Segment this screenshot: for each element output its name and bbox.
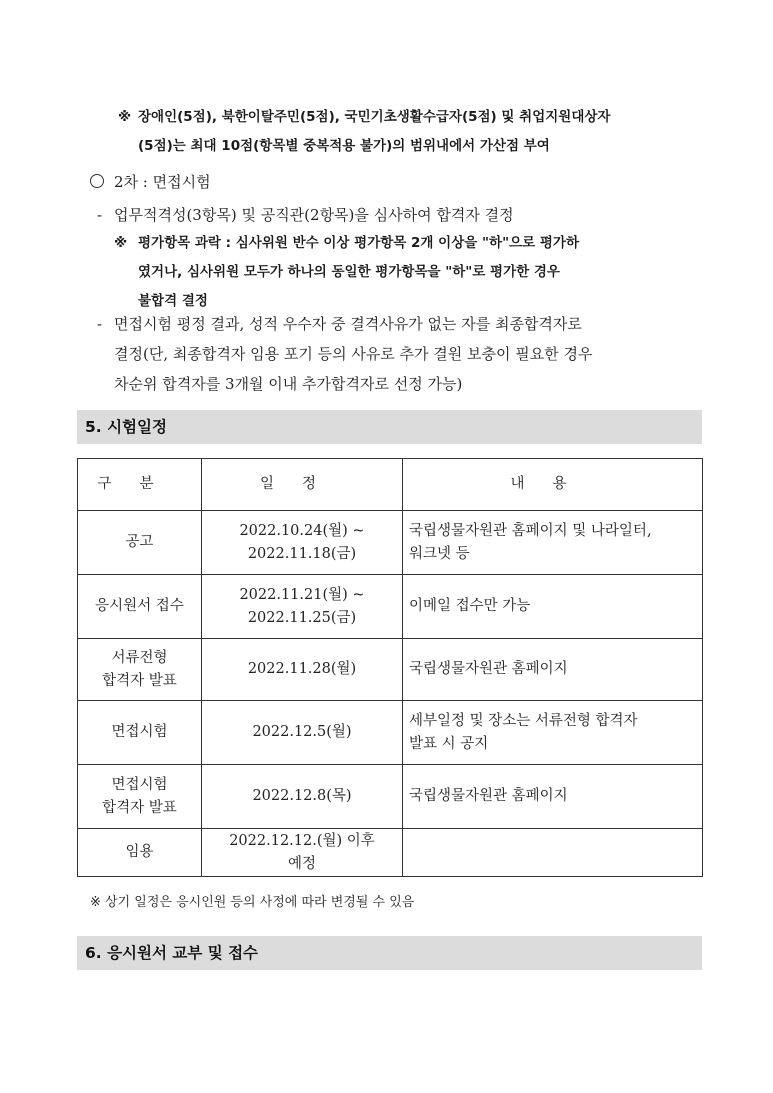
- row-content: 국립생물자원관 홈페이지 및 나라일터, 워크넷 등: [403, 511, 703, 575]
- table-row: [78, 575, 703, 639]
- evaluation-item-text: 업무적격성(3항목) 및 공직관(2항목)을 심사하여 합격자 결정: [114, 206, 514, 224]
- section-5-title: 5. 시험일정: [77, 410, 702, 444]
- row-content: 국립생물자원관 홈페이지: [403, 639, 703, 701]
- second-stage-heading: [90, 171, 211, 193]
- bonus-points-note: [118, 103, 708, 161]
- row-category: 면접시험: [78, 701, 202, 765]
- evaluation-item: [97, 200, 707, 230]
- table-row: [78, 639, 703, 701]
- row-date: 2022.11.21(월) ~ 2022.11.25(금): [202, 575, 403, 639]
- table-row: [78, 511, 703, 575]
- row-category: 응시원서 접수: [78, 575, 202, 639]
- row-content: 이메일 접수만 가능: [403, 575, 703, 639]
- bonus-line-1: 장애인(5점), 북한이탈주민(5점), 국민기초생활수급자(5점) 및 취업지원대상자: [138, 109, 611, 125]
- table-row: [78, 701, 703, 765]
- row-category: 임용: [78, 829, 202, 877]
- row-category: 공고: [78, 511, 202, 575]
- final-decision-item: [97, 309, 707, 399]
- table-row: [78, 829, 703, 877]
- dash-marker: -: [97, 315, 103, 333]
- fail-criteria-note: [114, 229, 709, 316]
- row-date: 2022.12.5(월): [202, 701, 403, 765]
- schedule-table: [77, 458, 703, 877]
- table-header-row: [78, 459, 703, 511]
- row-content: [403, 829, 703, 877]
- note-mark: ※: [118, 109, 132, 125]
- fail-line-2: 였거나, 심사위원 모두가 하나의 동일한 평가항목을 "하"로 평가한 경우: [138, 264, 560, 280]
- bonus-line-2: (5점)는 최대 10점(항목별 중복적용 불가)의 범위내에서 가산점 부여: [138, 138, 550, 154]
- fail-line-1: 평가항목 과락 : 심사위원 반수 이상 평가항목 2개 이상을 "하"으로 평가하: [138, 235, 580, 251]
- fail-line-3: 불합격 결정: [138, 293, 208, 309]
- row-date: 2022.11.28(월): [202, 639, 403, 701]
- dash-marker: -: [97, 206, 103, 224]
- header-date: 일정: [202, 459, 403, 511]
- section-6-title: 6. 응시원서 교부 및 접수: [77, 936, 702, 970]
- circle-bullet-icon: [90, 174, 104, 188]
- row-content: 국립생물자원관 홈페이지: [403, 765, 703, 829]
- row-category: 면접시험 합격자 발표: [78, 765, 202, 829]
- row-category: 서류전형 합격자 발표: [78, 639, 202, 701]
- table-row: [78, 765, 703, 829]
- schedule-footnote: ※ 상기 일정은 응시인원 등의 사정에 따라 변경될 수 있음: [90, 895, 415, 910]
- header-content: 내용: [403, 459, 703, 511]
- row-content: 세부일정 및 장소는 서류전형 합격자 발표 시 공지: [403, 701, 703, 765]
- header-category: 구분: [78, 459, 202, 511]
- row-date: 2022.12.12.(월) 이후 예정: [202, 829, 403, 877]
- note-mark: ※: [114, 235, 128, 251]
- final-line-3: 차순위 합격자를 3개월 이내 추가합격자로 선정 가능): [114, 375, 463, 393]
- final-line-2: 결정(단, 최종합격자 임용 포기 등의 사유로 추가 결원 보충이 필요한 경우: [114, 345, 593, 363]
- second-stage-heading-text: 2차 : 면접시험: [114, 173, 211, 191]
- row-date: 2022.12.8(목): [202, 765, 403, 829]
- final-line-1: 면접시험 평정 결과, 성적 우수자 중 결격사유가 없는 자를 최종합격자로: [114, 315, 582, 333]
- row-date: 2022.10.24(월) ~ 2022.11.18(금): [202, 511, 403, 575]
